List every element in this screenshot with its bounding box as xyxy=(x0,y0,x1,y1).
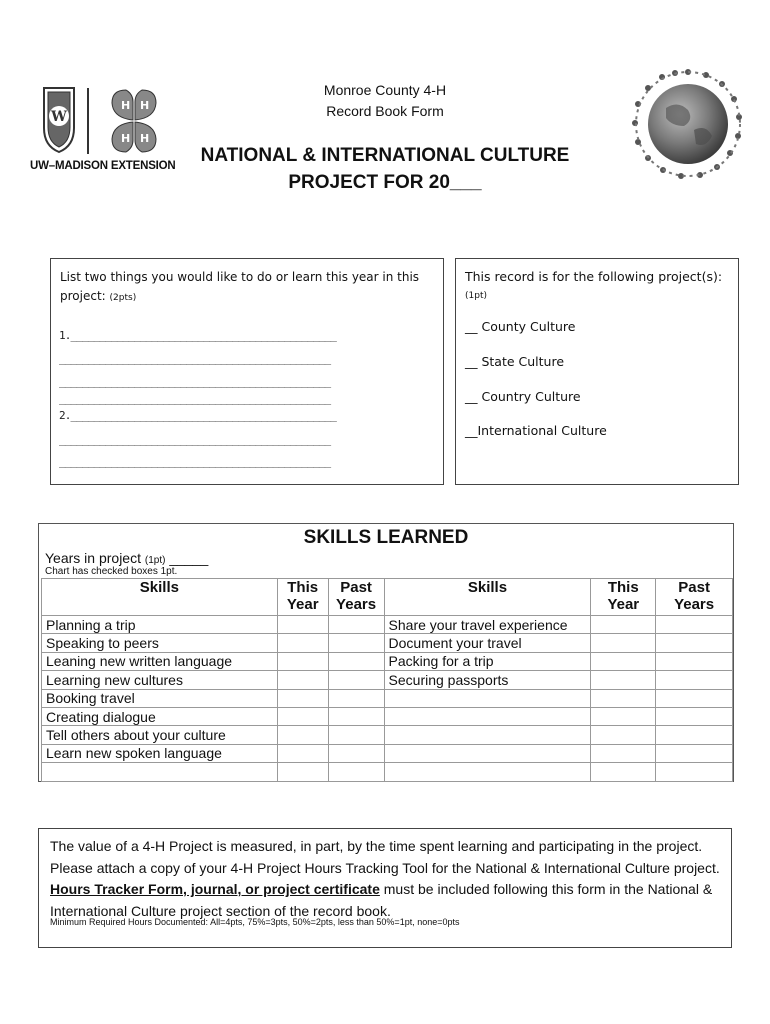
years-blank[interactable]: _____ xyxy=(169,550,209,566)
hours-tracker-link[interactable]: Hours Tracker Form, journal, or project certificate xyxy=(50,881,380,897)
skill-name: Packing for a trip xyxy=(384,652,591,670)
this-year-header xyxy=(277,579,328,616)
skill-name: Learn new spoken language xyxy=(42,744,278,762)
years-in-project[interactable] xyxy=(45,550,208,566)
past-header-word: Past xyxy=(678,579,710,596)
logo-graphic xyxy=(30,80,180,160)
skill-name: Leaning new written language xyxy=(42,652,278,670)
goal-blank-line[interactable]: _______________________________________________ xyxy=(59,433,331,446)
past-years-checkbox[interactable] xyxy=(656,763,733,781)
past-years-checkbox[interactable] xyxy=(328,744,384,762)
project-heading: This record is for the following project(s): xyxy=(465,269,723,284)
project-option-country[interactable]: __ Country Culture xyxy=(465,389,581,404)
form-type-line: Record Book Form xyxy=(326,103,444,119)
svg-text:W: W xyxy=(51,109,67,125)
skill-name: Tell others about your culture xyxy=(42,726,278,744)
past-years-checkbox[interactable] xyxy=(328,763,384,781)
this-year-checkbox[interactable] xyxy=(277,671,328,689)
past-years-checkbox[interactable] xyxy=(656,726,733,744)
skill-name xyxy=(384,763,591,781)
skill-name: Share your travel experience xyxy=(384,616,591,634)
skills-row xyxy=(42,652,733,670)
goals-points: (2pts) xyxy=(109,293,137,303)
past-years-checkbox[interactable] xyxy=(328,707,384,725)
skills-row xyxy=(42,707,733,725)
skill-name xyxy=(384,726,591,744)
globe-with-children-illustration xyxy=(628,64,748,182)
past-years-checkbox[interactable] xyxy=(656,634,733,652)
skills-column-header: Skills xyxy=(384,579,591,616)
skill-name: Learning new cultures xyxy=(42,671,278,689)
requirement-text-a: The value of a 4-H Project is measured, in part, by the time spent learning and participating in the project. Please attach a copy of your 4-H Project Hours Tracking Tool for the National & International Culture project. xyxy=(50,838,720,876)
goals-box xyxy=(50,258,444,485)
skills-row xyxy=(42,689,733,707)
this-year-checkbox[interactable] xyxy=(591,726,656,744)
skills-row xyxy=(42,616,733,634)
minimum-hours-note: Minimum Required Hours Documented: All=4pts, 75%=3pts, 50%=2pts, less than 50%=1pt, none=0pts xyxy=(50,917,460,927)
skill-name xyxy=(384,744,591,762)
svg-text:H: H xyxy=(121,132,131,145)
skills-row xyxy=(42,671,733,689)
title-line-2: PROJECT FOR 20___ xyxy=(288,172,482,193)
svg-text:H: H xyxy=(121,99,131,112)
this-year-checkbox[interactable] xyxy=(591,763,656,781)
skill-name xyxy=(384,707,591,725)
past-years-checkbox[interactable] xyxy=(328,652,384,670)
past-years-checkbox[interactable] xyxy=(656,671,733,689)
logo-text: UW–MADISON EXTENSION xyxy=(30,160,176,172)
title-line-1: NATIONAL & INTERNATIONAL CULTURE xyxy=(200,145,570,166)
chart-note: Chart has checked boxes 1pt. xyxy=(45,566,178,577)
hours-requirement-text xyxy=(50,836,724,922)
past-years-checkbox[interactable] xyxy=(328,634,384,652)
project-selection-box xyxy=(455,258,739,485)
skills-heading: SKILLS LEARNED xyxy=(303,527,469,548)
skill-name: Document your travel xyxy=(384,634,591,652)
skills-row xyxy=(42,744,733,762)
goals-prompt xyxy=(60,268,430,308)
this-year-checkbox[interactable] xyxy=(277,652,328,670)
this-year-checkbox[interactable] xyxy=(591,634,656,652)
skill-name: Securing passports xyxy=(384,671,591,689)
skills-row xyxy=(42,726,733,744)
years-header-word: Years xyxy=(674,596,715,613)
past-header-word: Past xyxy=(340,579,372,596)
past-years-checkbox[interactable] xyxy=(656,689,733,707)
hours-requirement-box xyxy=(38,828,732,948)
goal-blank-line[interactable]: _______________________________________________ xyxy=(59,455,331,468)
past-years-header xyxy=(656,579,733,616)
years-points: (1pt) xyxy=(144,555,166,566)
this-year-header xyxy=(591,579,656,616)
past-years-checkbox[interactable] xyxy=(656,744,733,762)
requirement-text-b: must be included following this form in the National & International Culture project section of the record book. xyxy=(50,881,713,919)
skill-name: Creating dialogue xyxy=(42,707,278,725)
county-heading xyxy=(270,80,500,122)
years-label: Years in project xyxy=(45,550,141,566)
skills-table xyxy=(41,578,733,782)
project-option-county[interactable]: __ County Culture xyxy=(465,319,576,334)
past-years-checkbox[interactable] xyxy=(328,689,384,707)
this-year-checkbox[interactable] xyxy=(591,652,656,670)
skills-header-row xyxy=(42,579,733,616)
this-year-checkbox[interactable] xyxy=(591,744,656,762)
this-year-checkbox[interactable] xyxy=(277,726,328,744)
skill-name: Planning a trip xyxy=(42,616,278,634)
past-years-header xyxy=(328,579,384,616)
goal-2-line[interactable]: 2.______________________________________________ xyxy=(59,409,337,422)
this-year-checkbox[interactable] xyxy=(277,763,328,781)
goals-prompt-text: List two things you would like to do or learn this year in this project: xyxy=(60,270,420,303)
this-year-checkbox[interactable] xyxy=(591,671,656,689)
past-years-checkbox[interactable] xyxy=(328,726,384,744)
skills-column-header: Skills xyxy=(42,579,278,616)
skills-table-body xyxy=(42,616,733,782)
this-header-word: This xyxy=(607,579,639,596)
years-header-word: Years xyxy=(336,596,377,613)
skills-row xyxy=(42,763,733,781)
year-header-word: Year xyxy=(607,596,640,613)
skill-name xyxy=(42,763,278,781)
project-points: (1pt) xyxy=(465,291,487,301)
skill-name: Booking travel xyxy=(42,689,278,707)
this-year-checkbox[interactable] xyxy=(591,616,656,634)
skill-name: Speaking to peers xyxy=(42,634,278,652)
svg-text:H: H xyxy=(140,132,150,145)
goal-1-line[interactable]: 1.______________________________________________ xyxy=(59,329,337,342)
this-year-checkbox[interactable] xyxy=(277,616,328,634)
this-year-checkbox[interactable] xyxy=(277,689,328,707)
this-header-word: This xyxy=(287,579,319,596)
county-line: Monroe County 4-H xyxy=(323,82,447,98)
skill-name xyxy=(384,689,591,707)
this-year-checkbox[interactable] xyxy=(591,689,656,707)
past-years-checkbox[interactable] xyxy=(328,616,384,634)
project-option-state[interactable]: __ State Culture xyxy=(465,354,565,369)
page-title xyxy=(170,142,600,196)
this-year-checkbox[interactable] xyxy=(591,707,656,725)
past-years-checkbox[interactable] xyxy=(656,616,733,634)
past-years-checkbox[interactable] xyxy=(656,652,733,670)
goal-blank-line[interactable]: _______________________________________________ xyxy=(59,352,331,365)
svg-text:H: H xyxy=(140,99,150,112)
skills-row xyxy=(42,634,733,652)
past-years-checkbox[interactable] xyxy=(328,671,384,689)
goal-blank-line[interactable]: _______________________________________________ xyxy=(59,375,331,388)
this-year-checkbox[interactable] xyxy=(277,707,328,725)
past-years-checkbox[interactable] xyxy=(656,707,733,725)
year-header-word: Year xyxy=(286,596,319,613)
project-option-international[interactable]: __International Culture xyxy=(465,423,607,438)
goal-blank-line[interactable]: _______________________________________________ xyxy=(59,392,331,405)
this-year-checkbox[interactable] xyxy=(277,744,328,762)
skills-learned-section xyxy=(38,523,734,782)
this-year-checkbox[interactable] xyxy=(277,634,328,652)
